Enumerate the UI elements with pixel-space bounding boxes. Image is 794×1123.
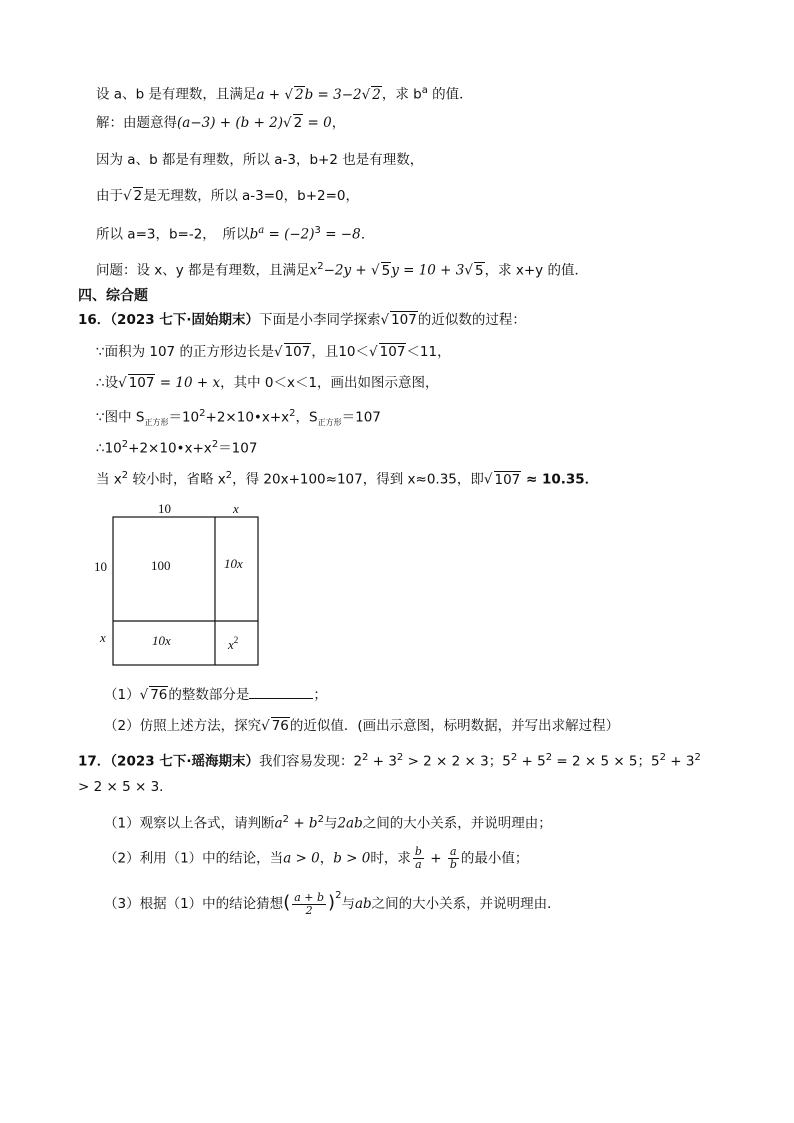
frac2-den: b xyxy=(449,858,457,871)
q16-l2-formula: = 10 + x xyxy=(155,375,221,391)
solution-line-1: 解：由题意得(a−3) + (b + 2)√ 2 = 0， xyxy=(96,115,346,131)
q16-p2-text: 的近似值．(画出示意图，标明数据，并写出求解过程） xyxy=(289,718,620,734)
q16-number: 16． xyxy=(78,312,111,328)
q17-text-4: + 5 xyxy=(517,753,546,770)
fraction-a-over-b xyxy=(448,846,459,871)
sol3-radicand: 2 xyxy=(133,188,143,204)
q17-p1-text: （1）观察以上各式，请判断 xyxy=(104,815,275,832)
cell-x2 xyxy=(227,635,238,652)
q16-l2-text: ∴设 xyxy=(96,375,119,391)
question-x: x xyxy=(309,262,318,279)
question-end: ，求 x+y 的值． xyxy=(484,262,588,279)
q17-p2-text-2: 时，求 xyxy=(370,850,411,867)
sol4-text: 所以 a=3，b=-2， 所以 xyxy=(96,226,250,243)
q16-l5-text-2: 较小时，省略 x xyxy=(128,471,226,488)
q17-p1-end: 之间的大小关系，并说明理由； xyxy=(362,815,552,832)
q16-p1-radicand: 76 xyxy=(150,687,168,703)
intro-sup: a xyxy=(421,85,428,96)
intro-text: 设 a、b 是有理数，且满足 xyxy=(96,86,257,103)
q17-p1-2ab: 2ab xyxy=(337,815,363,832)
q16-l1-text-3: ＜11， xyxy=(406,344,451,360)
sol1-text: 解：由题意得 xyxy=(96,115,177,131)
q16-l4-text-3: ＝107 xyxy=(218,440,258,457)
frac3-den: 2 xyxy=(305,903,313,917)
q17-part-3 xyxy=(104,886,561,917)
q17-sup-6: 2 xyxy=(694,752,701,763)
q16-l3-text: ∵图中 S xyxy=(96,409,145,426)
q17-p2-cond-a: a > 0 xyxy=(283,850,320,867)
q17-text-2: + 3 xyxy=(368,753,397,770)
cell-x2-exp: 2 xyxy=(233,635,239,645)
q17-part-2 xyxy=(104,846,528,871)
q16-l4-text: ∴10 xyxy=(96,440,122,457)
answer-blank[interactable] xyxy=(249,684,313,699)
q16-l5-sup-2: 2 xyxy=(225,470,233,481)
q17-p3-with: 与 xyxy=(341,896,355,912)
label-top-x: x xyxy=(233,501,239,516)
q16-l5-radicand: 107 xyxy=(494,471,521,488)
cell-10x-right: 10x xyxy=(224,556,243,571)
cell-x2-base: x xyxy=(228,637,234,652)
q16-header: 16．（2023 七下·固始期末）下面是小李同学探索√ 107的近似数的过程： xyxy=(78,312,526,328)
label-side-x: x xyxy=(100,630,106,645)
q17-source: （2023 七下·瑶海期末） xyxy=(110,753,259,770)
q16-line-4 xyxy=(96,435,257,459)
q17-header-cont: > 2 × 5 × 3． xyxy=(78,779,173,795)
sol3-text: 由于 xyxy=(96,188,123,204)
sol4-b: b xyxy=(249,226,259,243)
q16-line-5: 当 $x^2$ 较小时，省略 $x^2$，得 20x+100≈107，得到 x≈0.35，即√ 107 ≈ 10.35． xyxy=(96,470,599,488)
q17-text-3: > 2 × 2 × 3；5 xyxy=(403,753,511,770)
intro-paragraph xyxy=(96,81,473,105)
fraction-a-plus-b-over-2 xyxy=(292,892,326,917)
q16-l3-text-4: ，S xyxy=(295,409,318,426)
q16-p1-end: ； xyxy=(313,687,327,703)
q16-l3-sub: 正方形 xyxy=(144,418,169,428)
sol4-sup: a xyxy=(258,225,265,236)
frac2-num: a xyxy=(448,846,459,859)
question-radicand: 5 xyxy=(381,262,391,279)
question-sup: 2 xyxy=(317,261,324,272)
label-top-10: 10 xyxy=(158,501,171,516)
q16-l5-result: ≈ 10.35． xyxy=(521,471,599,488)
q16-text-2: 的近似数的过程： xyxy=(417,312,526,328)
q16-l1-radicand: 107 xyxy=(284,344,311,360)
sol1-formula: (a−3) + (b + 2) xyxy=(177,115,284,131)
q16-l3-sub-2: 正方形 xyxy=(317,418,342,428)
label-side-10: 10 xyxy=(94,559,107,574)
q17-p2-text: （2）利用（1）中的结论，当 xyxy=(104,850,284,867)
q17-p3-end: 之间的大小关系，并说明理由． xyxy=(371,896,561,912)
q17-p2-cond-b: b > 0 xyxy=(333,850,371,867)
intro-text-2: ，求 b xyxy=(381,86,422,103)
q16-line-2: ∴设√ 107 = 10 + x，其中 0＜x＜1，画出如图示意图， xyxy=(96,375,439,391)
q16-l1-radicand-2: 107 xyxy=(379,344,406,360)
q16-l2-text-2: ，其中 0＜x＜1，画出如图示意图， xyxy=(220,375,439,391)
q16-l1-text: ∵面积为 107 的正方形边长是 xyxy=(96,344,274,360)
q17-part-1 xyxy=(104,810,552,834)
square-diagram xyxy=(90,498,270,670)
q16-l3-text-5: ＝107 xyxy=(341,409,381,426)
q16-l1-text-2: ，且10＜ xyxy=(311,344,370,360)
intro-formula: a + √ 2b = 3−2√ 2 xyxy=(256,86,381,103)
q17-text-5: = 2 × 5 × 5；5 xyxy=(552,753,660,770)
q16-l3-text-3: +2×10•x+x xyxy=(205,409,290,426)
fraction-b-over-a xyxy=(413,846,424,871)
question-mid: −2y + xyxy=(323,262,371,279)
q16-line-1: ∵面积为 107 的正方形边长是√ 107，且10＜√ 107＜11， xyxy=(96,344,451,360)
sol1-punct: ， xyxy=(331,115,346,131)
q17-p3-ab: ab xyxy=(354,896,372,912)
frac1-num: b xyxy=(414,845,422,858)
q17-p1-a: a xyxy=(274,815,283,832)
q17-p3-lparen: ( xyxy=(283,892,291,913)
q17-sup-1: 2 xyxy=(362,752,369,763)
q16-text: 下面是小李同学探索 xyxy=(258,312,381,328)
frac3-num: a + b xyxy=(294,890,325,904)
q17-p2-comma: ， xyxy=(319,850,334,867)
q16-part-1: （1）√ 76的整数部分是 ； xyxy=(104,684,327,705)
q16-line-3 xyxy=(96,404,381,433)
q16-p2-label: （2）仿照上述方法，探究 xyxy=(104,718,262,734)
intro-text-3: 的值． xyxy=(427,86,473,103)
q16-l3-text-2: ＝10 xyxy=(168,409,200,426)
question-text: 问题：设 x、y 都是有理数，且满足 xyxy=(96,262,310,279)
q16-radicand: 107 xyxy=(391,312,417,328)
solution-line-3: 由于√ 2是无理数，所以 a-3=0，b+2=0， xyxy=(96,188,359,204)
sol4-sup-2: 3 xyxy=(314,225,321,236)
q17-p3-sup: 2 xyxy=(335,890,342,901)
q16-p1-label: （1） xyxy=(104,687,140,703)
q16-l5-sup: 2 xyxy=(121,470,129,481)
q17-sup-4: 2 xyxy=(545,752,553,763)
q16-l4-sup: 2 xyxy=(121,439,129,450)
q16-l5-text-3: ，得 20x+100≈107，得到 x≈0.35，即 xyxy=(232,471,484,488)
q17-p1-sup: 2 xyxy=(282,814,290,825)
q16-source: （2023 七下·固始期末） xyxy=(110,312,259,328)
q17-p1-sup-2: 2 xyxy=(317,814,324,825)
solution-line-4 xyxy=(96,221,374,245)
q17-sup-2: 2 xyxy=(396,752,404,763)
q17-p3-rparen: ) xyxy=(328,892,336,913)
sol1-formula-2: = 0 xyxy=(303,115,332,131)
q17-header xyxy=(78,748,701,772)
sol4-eq-2: = −8． xyxy=(320,226,375,243)
q16-l4-text-2: +2×10•x+x xyxy=(128,440,212,457)
question-radicand-2: 5 xyxy=(474,262,484,279)
q17-sup-5: 2 xyxy=(659,752,666,763)
q17-p2-plus: + xyxy=(425,850,446,867)
cell-100: 100 xyxy=(151,558,171,573)
section-title: 四、综合题 xyxy=(78,288,148,304)
q16-l5-text: 当 x xyxy=(96,471,122,488)
q16-l3-sup-2: 2 xyxy=(289,408,296,419)
q16-p2-radicand: 76 xyxy=(271,718,289,734)
q16-l2-radicand: 107 xyxy=(128,375,155,391)
q16-p1-text: 的整数部分是 xyxy=(168,687,250,703)
q17-text: 我们容易发现：2 xyxy=(258,753,363,770)
q16-l3-sup: 2 xyxy=(199,408,206,419)
question-line: 问题：设 x、y 都是有理数，且满足$x^2-2y$ + √ 5y = 10 + 3√ 5，求 x+y 的值． xyxy=(96,261,588,279)
q17-text-6: + 3 xyxy=(665,753,695,770)
sol4-eq: = (−2) xyxy=(264,226,315,243)
q16-l4-sup-2: 2 xyxy=(211,439,219,450)
q17-sup-3: 2 xyxy=(510,752,518,763)
sol3-text-2: 是无理数，所以 a-3=0，b+2=0， xyxy=(143,188,359,204)
q17-number: 17． xyxy=(78,753,111,770)
q17-p1-b: + b xyxy=(289,815,318,832)
solution-line-2: 因为 a、b 都是有理数，所以 a-3，b+2 也是有理数， xyxy=(96,152,424,168)
q17-p2-end: 的最小值； xyxy=(460,850,529,867)
q17-p1-with: 与 xyxy=(323,815,338,832)
cell-10x-bottom: 10x xyxy=(152,633,171,648)
q17-p3-text: （3）根据（1）中的结论猜想 xyxy=(104,896,284,912)
q16-part-2: （2）仿照上述方法，探究√ 76的近似值．(画出示意图，标明数据，并写出求解过程） xyxy=(104,718,620,734)
question-mid-2: y = 10 + 3 xyxy=(391,262,465,279)
sol1-radicand: 2 xyxy=(293,115,303,131)
frac1-den: a xyxy=(415,858,422,871)
